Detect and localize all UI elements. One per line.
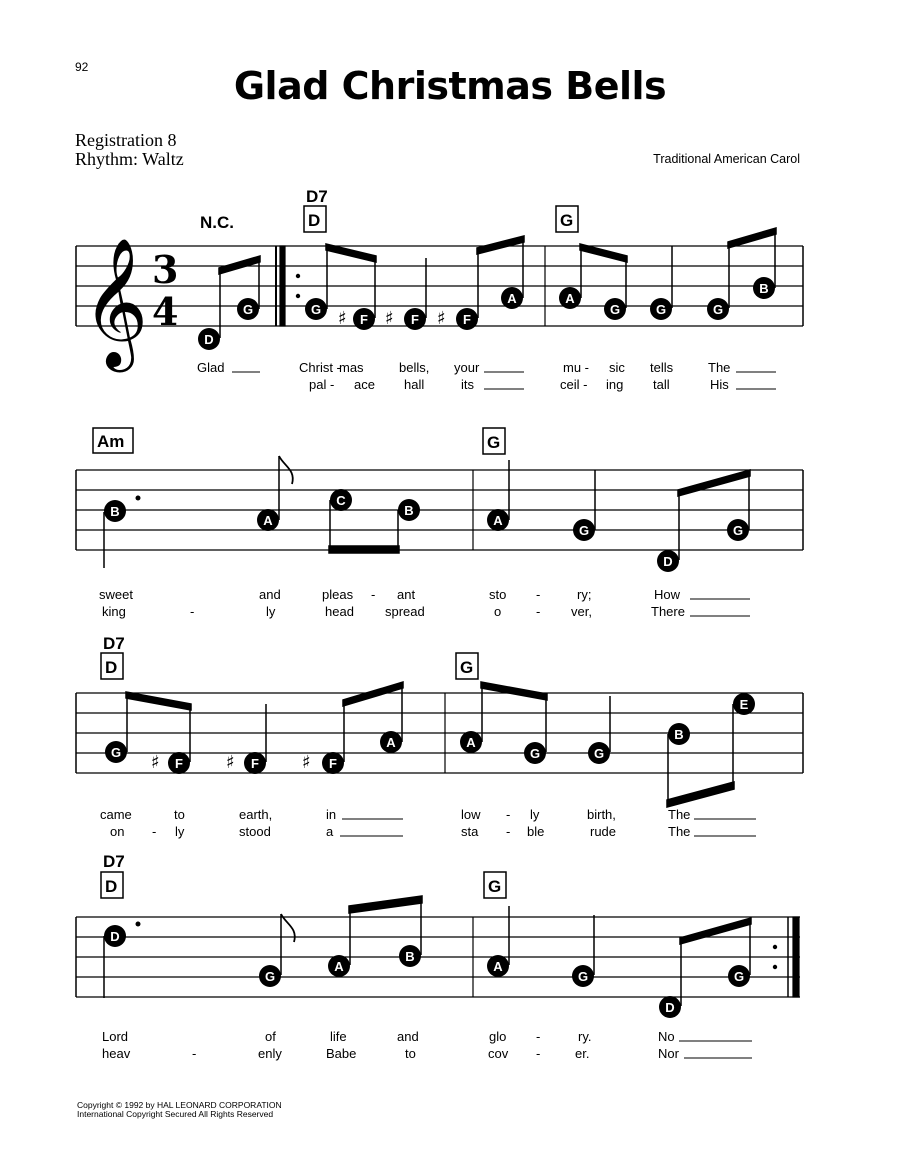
note-head <box>257 509 279 531</box>
dot <box>136 922 141 927</box>
svg-text:C: C <box>336 493 346 508</box>
treble-clef-icon: 𝄞 <box>82 237 149 367</box>
sharp-icon: ♯ <box>226 752 235 773</box>
note-head <box>330 489 352 511</box>
composer: Traditional American Carol <box>653 152 800 166</box>
chord-g: G <box>560 211 574 230</box>
note-head <box>244 752 266 774</box>
lyric: - <box>192 1046 197 1061</box>
svg-text:G: G <box>733 969 745 984</box>
svg-text:G: G <box>578 523 590 538</box>
note-head <box>198 328 220 350</box>
sharp-icon: ♯ <box>437 308 446 329</box>
svg-text:G: G <box>593 746 605 761</box>
lyric: mu - <box>563 360 589 375</box>
lyric: ry; <box>577 587 592 602</box>
note-head <box>487 509 509 531</box>
svg-text:D: D <box>665 1000 675 1015</box>
lyric: tells <box>650 360 674 375</box>
svg-text:G: G <box>310 302 322 317</box>
lyric: - <box>536 587 541 602</box>
chord-d7-label: D7 <box>103 852 125 871</box>
lyric: of <box>265 1029 276 1044</box>
note-head <box>524 742 546 764</box>
time-signature-top: 3 <box>152 247 179 292</box>
lyric: birth, <box>587 807 616 822</box>
svg-text:G: G <box>609 302 621 317</box>
lyric: There <box>651 604 685 619</box>
copyright-line: Copyright © 1992 by HAL LEONARD CORPORATION <box>77 1100 282 1110</box>
lyric: The <box>668 807 691 822</box>
note-head <box>398 499 420 521</box>
lyric: sic <box>609 360 625 375</box>
chord-d: D <box>308 211 321 230</box>
lyric: sta <box>461 824 479 839</box>
lyric: The <box>668 824 691 839</box>
lyric: to <box>174 807 185 822</box>
lyric: How <box>654 587 681 602</box>
svg-text:A: A <box>493 959 503 974</box>
lyric: king <box>102 604 126 619</box>
lyric: hall <box>404 377 425 392</box>
svg-text:E: E <box>739 697 749 712</box>
lyric: His <box>710 377 729 392</box>
note-head <box>237 298 259 320</box>
note-head <box>168 752 190 774</box>
svg-text:A: A <box>334 959 344 974</box>
chord-am: Am <box>97 432 125 451</box>
note-head <box>305 298 327 320</box>
lyric: in <box>326 807 337 822</box>
page-number: 92 <box>75 60 89 74</box>
svg-text:F: F <box>360 312 368 327</box>
sharp-icon: ♯ <box>385 308 394 329</box>
lyric: ant <box>397 587 416 602</box>
lyric: ry. <box>578 1029 592 1044</box>
note-head <box>659 996 681 1018</box>
note-head <box>650 298 672 320</box>
note-head <box>399 945 421 967</box>
note-head <box>456 308 478 330</box>
svg-text:A: A <box>466 735 476 750</box>
lyric: its <box>461 377 474 392</box>
repeat-dot <box>773 965 777 969</box>
lyric-extenders <box>232 372 776 1058</box>
copyright-line: International Copyright Secured All Rights Reserved <box>77 1109 274 1119</box>
note-head <box>668 723 690 745</box>
svg-text:G: G <box>242 302 254 317</box>
lyric: - <box>371 587 376 602</box>
lyric: spread <box>385 604 425 619</box>
svg-text:D: D <box>663 554 673 569</box>
chord-g: G <box>460 658 474 677</box>
svg-text:F: F <box>251 756 259 771</box>
lyric: No <box>658 1029 675 1044</box>
lyric: er. <box>575 1046 590 1061</box>
note-head <box>328 955 350 977</box>
lyric: - <box>506 807 511 822</box>
lyric: - <box>190 604 195 619</box>
repeat-dot <box>296 274 300 278</box>
svg-text:F: F <box>329 756 337 771</box>
chord-d: D <box>105 877 118 896</box>
rhythm: Rhythm: Waltz <box>75 149 184 169</box>
lyric: ly <box>530 807 540 822</box>
note-head <box>573 519 595 541</box>
lyric: head <box>325 604 354 619</box>
note-head <box>460 731 482 753</box>
chord-g: G <box>487 433 501 452</box>
svg-text:G: G <box>264 969 276 984</box>
svg-text:G: G <box>110 745 122 760</box>
lyric: enly <box>258 1046 282 1061</box>
sharp-icon: ♯ <box>338 308 347 329</box>
lyric: o <box>494 604 502 619</box>
lyric: ceil - <box>560 377 588 392</box>
note-head <box>487 955 509 977</box>
note-head <box>104 500 126 522</box>
svg-text:B: B <box>674 727 684 742</box>
lyric: - <box>152 824 157 839</box>
time-signature-bottom: 4 <box>152 289 179 334</box>
lyric: - <box>536 1029 541 1044</box>
lyric: ly <box>175 824 185 839</box>
note-head <box>559 287 581 309</box>
svg-text:G: G <box>732 523 744 538</box>
lyric: sweet <box>99 587 133 602</box>
svg-text:A: A <box>565 291 575 306</box>
note-head <box>728 965 750 987</box>
chord-g: G <box>488 877 502 896</box>
lyric: on <box>110 824 125 839</box>
lyric: glo <box>489 1029 507 1044</box>
lyric: ver, <box>571 604 592 619</box>
sharp-icon: ♯ <box>151 752 160 773</box>
note-head <box>657 550 679 572</box>
note-head <box>380 731 402 753</box>
note-head <box>501 287 523 309</box>
lyric: Babe <box>326 1046 357 1061</box>
staff-system-2 <box>76 470 803 550</box>
lyric: The <box>708 360 731 375</box>
lyric: Nor <box>658 1046 679 1061</box>
svg-text:F: F <box>463 312 471 327</box>
lyric: a <box>326 824 334 839</box>
lyric: came <box>100 807 132 822</box>
note-head <box>753 277 775 299</box>
lyric: life <box>330 1029 347 1044</box>
note-head <box>404 308 426 330</box>
svg-text:G: G <box>712 302 724 317</box>
note-head <box>353 308 375 330</box>
chord-d7-label: D7 <box>306 187 328 206</box>
svg-text:B: B <box>405 949 415 964</box>
svg-text:D: D <box>204 332 214 347</box>
svg-text:A: A <box>507 291 517 306</box>
registration: Registration 8 <box>75 130 177 150</box>
lyric: Glad <box>197 360 225 375</box>
lyric: - <box>506 824 511 839</box>
repeat-dot <box>296 294 300 298</box>
lyric: earth, <box>239 807 273 822</box>
lyric: ly <box>266 604 276 619</box>
lyric: ace <box>354 377 375 392</box>
lyric: rude <box>590 824 617 839</box>
lyric: bells, <box>399 360 430 375</box>
svg-text:F: F <box>411 312 419 327</box>
lyric: Lord <box>102 1029 129 1044</box>
svg-text:D: D <box>110 929 120 944</box>
lyric: sto <box>489 587 507 602</box>
noteheads <box>104 277 775 1018</box>
svg-text:B: B <box>404 503 414 518</box>
note-head <box>105 741 127 763</box>
song-title: Glad Christmas Bells <box>233 64 667 108</box>
lyric: your <box>454 360 480 375</box>
chord-d7-label: D7 <box>103 634 125 653</box>
lyric: ing <box>606 377 624 392</box>
chord-nc: N.C. <box>200 213 234 232</box>
sharp-icon: ♯ <box>302 752 311 773</box>
svg-text:G: G <box>655 302 667 317</box>
lyric: to <box>405 1046 416 1061</box>
note-head <box>572 965 594 987</box>
lyric: Christ - <box>299 360 341 375</box>
note-head <box>322 752 344 774</box>
svg-text:A: A <box>386 735 396 750</box>
lyric: mas <box>339 360 364 375</box>
dot <box>136 496 141 501</box>
lyric: pleas <box>322 587 354 602</box>
lyric: stood <box>239 824 271 839</box>
lyric: pal - <box>309 377 335 392</box>
svg-text:A: A <box>263 513 273 528</box>
svg-text:B: B <box>110 504 120 519</box>
lyric: - <box>536 604 541 619</box>
svg-text:G: G <box>529 746 541 761</box>
lyric: - <box>536 1046 541 1061</box>
lyric: tall <box>653 377 670 392</box>
lyric: cov <box>488 1046 509 1061</box>
lyric: ble <box>527 824 545 839</box>
note-head <box>707 298 729 320</box>
lyric: low <box>461 807 481 822</box>
chord-d: D <box>105 658 118 677</box>
lyric: heav <box>102 1046 131 1061</box>
staff-system-4 <box>76 917 800 997</box>
svg-text:A: A <box>493 513 503 528</box>
repeat-dot <box>773 945 777 949</box>
note-head <box>604 298 626 320</box>
note-head <box>259 965 281 987</box>
svg-text:G: G <box>577 969 589 984</box>
svg-text:B: B <box>759 281 769 296</box>
note-head <box>733 693 755 715</box>
copyright-notice <box>77 1101 282 1119</box>
note-head <box>104 925 126 947</box>
note-head <box>727 519 749 541</box>
lyric: and <box>397 1029 419 1044</box>
lyric: and <box>259 587 281 602</box>
svg-text:F: F <box>175 756 183 771</box>
note-head <box>588 742 610 764</box>
